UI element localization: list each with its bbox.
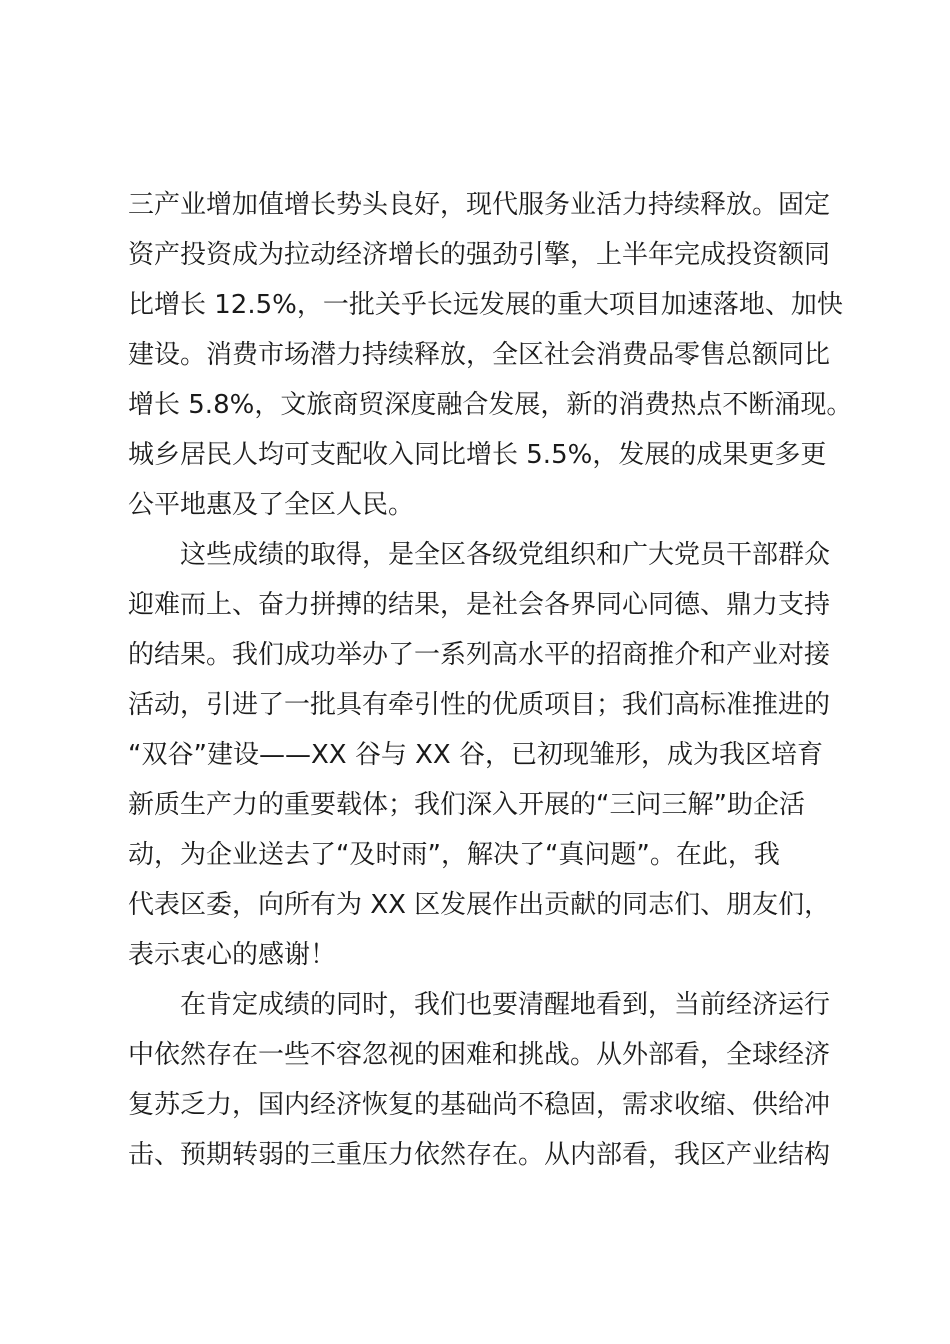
text-line: 新质生产力的重要载体；我们深入开展的“三问三解”助企活 bbox=[128, 790, 805, 820]
text-line: 建设。消费市场潜力持续释放，全区社会消费品零售总额同比 bbox=[128, 340, 831, 370]
text-line: 动，为企业送去了“及时雨”，解决了“真问题”。在此，我 bbox=[128, 840, 780, 870]
paragraph-achievements bbox=[128, 530, 840, 980]
text-line: 击、预期转弱的三重压力依然存在。从内部看，我区产业结构 bbox=[128, 1140, 831, 1170]
text-line: “双谷”建设——XX 谷与 XX 谷，已初现雏形，成为我区培育 bbox=[128, 740, 823, 770]
body-text bbox=[128, 180, 853, 1180]
text-line: 活动，引进了一批具有牵引性的优质项目；我们高标准推进的 bbox=[128, 690, 831, 720]
text-line: 公平地惠及了全区人民。 bbox=[128, 490, 415, 520]
text-line: 这些成绩的取得，是全区各级党组织和广大党员干部群众 bbox=[128, 540, 831, 570]
text-line: 的结果。我们成功举办了一系列高水平的招商推介和产业对接 bbox=[128, 640, 831, 670]
text-line: 中依然存在一些不容忽视的困难和挑战。从外部看，全球经济 bbox=[128, 1040, 831, 1070]
text-line: 代表区委，向所有为 XX 区发展作出贡献的同志们、朋友们， bbox=[128, 890, 831, 920]
text-line: 比增长 12.5%，一批关乎长远发展的重大项目加速落地、加快 bbox=[128, 290, 843, 320]
text-line: 城乡居民人均可支配收入同比增长 5.5%，发展的成果更多更 bbox=[128, 440, 827, 470]
text-line: 在肯定成绩的同时，我们也要清醒地看到，当前经济运行 bbox=[128, 990, 831, 1020]
paragraph-challenges bbox=[128, 980, 840, 1180]
paragraph-economic-indicators bbox=[128, 180, 853, 530]
text-line: 增长 5.8%，文旅商贸深度融合发展，新的消费热点不断涌现。 bbox=[128, 390, 853, 420]
text-line: 复苏乏力，国内经济恢复的基础尚不稳固，需求收缩、供给冲 bbox=[128, 1090, 831, 1120]
text-line: 三产业增加值增长势头良好，现代服务业活力持续释放。固定 bbox=[128, 190, 831, 220]
text-line: 资产投资成为拉动经济增长的强劲引擎，上半年完成投资额同 bbox=[128, 240, 831, 270]
text-line: 表示衷心的感谢！ bbox=[128, 940, 337, 970]
text-line: 迎难而上、奋力拼搏的结果，是社会各界同心同德、鼎力支持 bbox=[128, 590, 831, 620]
